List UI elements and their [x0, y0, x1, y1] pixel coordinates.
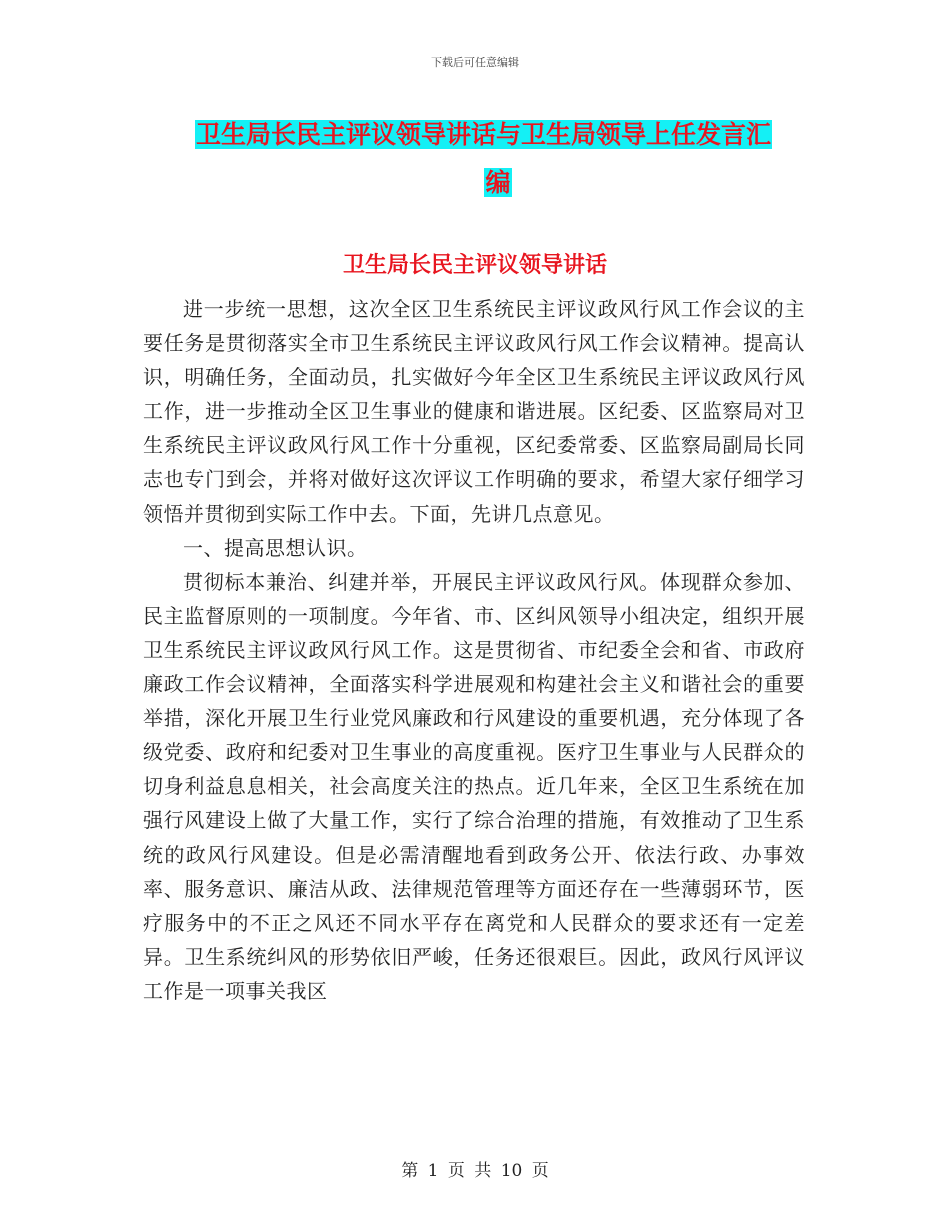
body-paragraph: 进一步统一思想，这次全区卫生系统民主评议政风行风工作会议的主要任务是贯彻落实全市卫生系统民主评议政风行风工作会议精神。提高认识，明确任务，全面动员，扎实做好今年全区卫生系统民主评议政风行风工作，进一步推动全区卫生事业的健康和谐进展。区纪委、区监察局对卫生系统民主评议政风行风工作十分重视，区纪委常委、区监察局副局长同志也专门到会，并将对做好这次评议工作明确的要求，希望大家仔细学习领悟并贯彻到实际工作中去。下面，先讲几点意见。	[143, 297, 805, 526]
document-body	[143, 292, 805, 1008]
document-title	[195, 111, 801, 207]
document-title-line-2	[195, 159, 801, 207]
document-title-line-1	[195, 111, 801, 159]
section-title: 卫生局长民主评议领导讲话	[342, 253, 607, 278]
title-highlight: 卫生局长民主评议领导讲话与卫生局领导上任发言汇	[196, 120, 772, 149]
page-number: 第 1 页 共 10 页	[401, 1161, 549, 1181]
section-heading: 一、提高思想认识。	[183, 535, 368, 560]
page-header-note: 下载后可任意编辑	[431, 56, 519, 69]
body-paragraph: 贯彻标本兼治、纠建并举，开展民主评议政风行风。体现群众参加、民主监督原则的一项制度。今年省、市、区纠风领导小组决定，组织开展卫生系统民主评议政风行风工作。这是贯彻省、市纪委全会和省、市政府廉政工作会议精神，全面落实科学进展观和构建社会主义和谐社会的重要举措，深化开展卫生行业党风廉政和行风建设的重要机遇，充分体现了各级党委、政府和纪委对卫生事业的高度重视。医疗卫生事业与人民群众的切身利益息息相关，社会高度关注的热点。近几年来，全区卫生系统在加强行风建设上做了大量工作，实行了综合治理的措施，有效推动了卫生系统的政风行风建设。但是必需清醒地看到政务公开、依法行政、办事效率、服务意识、廉洁从政、法律规范管理等方面还存在一些薄弱环节，医疗服务中的不正之风还不同水平存在离党和人民群众的要求还有一定差异。卫生系统纠风的形势依旧严峻，任务还很艰巨。因此，政风行风评议工作是一项事关我区	[143, 569, 805, 1003]
title-highlight: 编	[485, 168, 511, 197]
